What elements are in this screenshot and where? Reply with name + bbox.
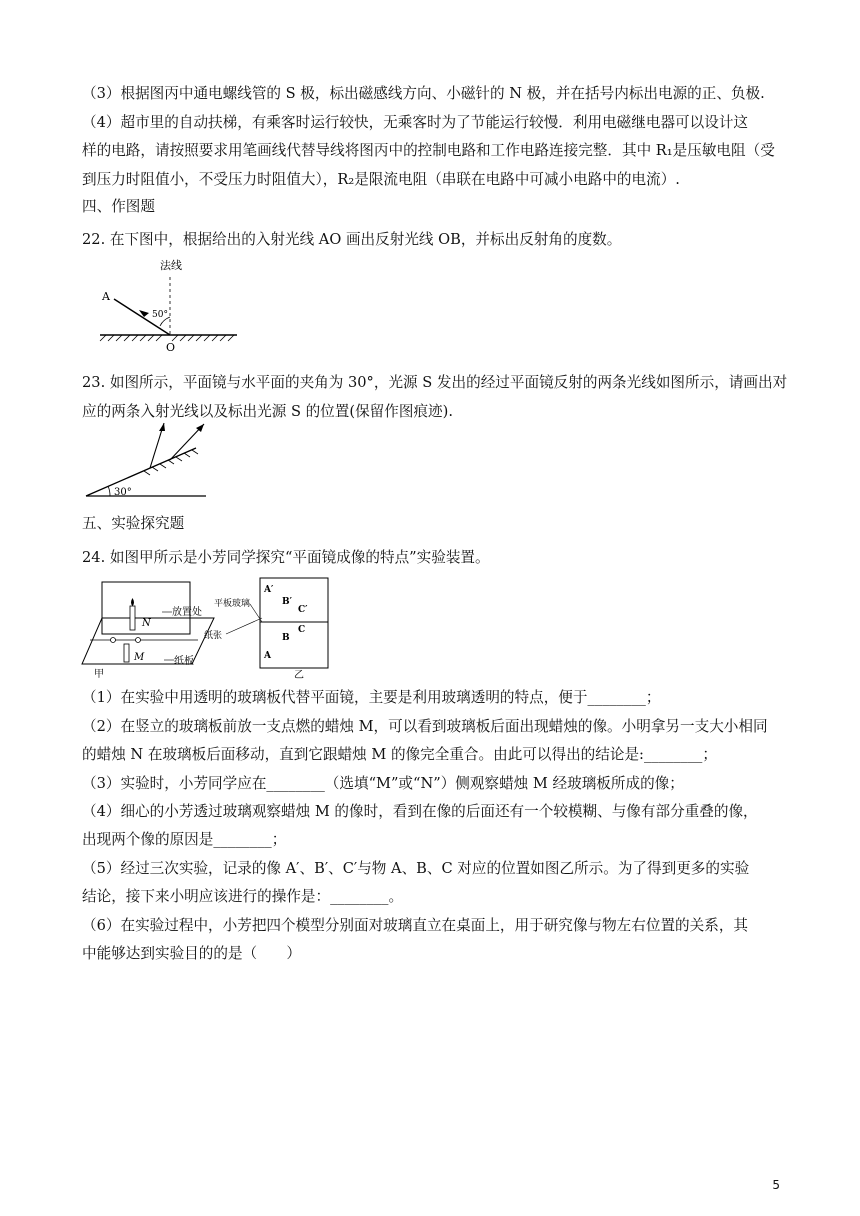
q22-normal-label: 法线: [160, 259, 182, 272]
q24-flame-icon: [131, 598, 134, 606]
q22-reflection-figure: [92, 255, 242, 355]
q22-angle-label: 50°: [152, 310, 168, 320]
q23-inclined-mirror-figure: [84, 420, 214, 504]
q24-label-m: M: [134, 652, 145, 663]
q24-sub6-line1: （6）在实验过程中，小芳把四个模型分别面对玻璃直立在桌面上，用于研究像与物左右位置的关系，其: [82, 917, 749, 934]
q21-part3-text: （3）根据图丙中通电螺线管的 S 极，标出磁感线方向、小磁针的 N 极，并在括号内标出电源的正、负极.: [82, 85, 765, 102]
q23-arrow-1-icon: [159, 423, 165, 431]
q24-marker-dot-2: [136, 638, 141, 643]
q24-candle-n: [130, 606, 135, 630]
section-heading-experiment: 五、实验探究题: [82, 515, 185, 532]
q24-paper-pointer: [226, 618, 262, 634]
q21-part4-line1: （4）超市里的自动扶梯，有乘客时运行较快，无乘客时为了节能运行较慢．利用电磁继电器可以设计这: [82, 114, 749, 131]
q21-part4-line2: 样的电路，请按照要求用笔画线代替导线将图丙中的控制电路和工作电路连接完整．其中 R₁是压敏电阻（受: [82, 142, 775, 159]
q24-label-board: 纸板: [174, 656, 194, 667]
q23-text-line2: 应的两条入射光线以及标出光源 S 的位置(保留作图痕迹).: [82, 403, 453, 420]
q24-caption-yi: 乙: [294, 670, 304, 680]
q22-label-a: A: [102, 290, 110, 303]
q24-sub4-line1: （4）细心的小芳透过玻璃观察蜡烛 M 的像时，看到在像的后面还有一个较模糊、与像有部分重叠的像，: [82, 803, 758, 820]
q24-sub6-line2: 中能够达到实验目的的是（ ）: [82, 945, 301, 962]
q22-text: 22. 在下图中，根据给出的入射光线 AO 画出反射光线 OB，并标出反射角的度数。: [82, 231, 622, 248]
q24-label-a: A: [264, 651, 271, 661]
q24-label-glass: 平板玻璃: [214, 599, 251, 609]
q24-label-b: B: [282, 633, 290, 643]
q22-label-o: O: [166, 341, 176, 354]
q24-label-a-prime: A′: [264, 585, 274, 595]
q24-label-placement: 放置处: [172, 607, 202, 618]
q24-yi-bottom-rect: [260, 622, 328, 668]
q24-label-n: N: [142, 618, 151, 629]
q24-label-c-prime: C′: [298, 605, 308, 615]
q23-angle-arc: [108, 486, 110, 496]
q21-part4-line3: 到压力时阻值小，不受压力时阻值大），R₂是限流电阻（串联在电路中可减小电路中的电流）.: [82, 171, 680, 188]
q24-sub5-line1: （5）经过三次实验，记录的像 A′、B′、C′与物 A、B、C 对应的位置如图乙所示。为了得到更多的实验: [82, 860, 750, 877]
q24-sub4-line2: 出现两个像的原因是________；: [82, 831, 287, 848]
q24-text: 24. 如图甲所示是小芳同学探究“平面镜成像的特点”实验装置。: [82, 549, 490, 566]
q24-sub2-line1: （2）在竖立的玻璃板前放一支点燃的蜡烛 M，可以看到玻璃板后面出现蜡烛的像。小明拿另一支大小相同: [82, 718, 768, 735]
q24-caption-jia: 甲: [94, 669, 104, 678]
q24-sub5-line2: 结论，接下来小明应该进行的操作是：________。: [82, 888, 404, 905]
q23-angle-label: 30°: [114, 487, 132, 498]
q24-sub2-line2: 的蜡烛 N 在玻璃板后面移动，直到它跟蜡烛 M 的像完全重合。由此可以得出的结论是:________；: [82, 746, 717, 763]
q24-figure-yi: [198, 576, 348, 680]
q23-mirror-line: [86, 448, 196, 496]
q24-sub3: （3）实验时，小芳同学应在________（选填“M”或“N”）侧观察蜡烛 M 经玻璃板所成的像；: [82, 775, 684, 792]
page-number: 5: [772, 1178, 780, 1192]
q24-marker-dot-1: [111, 638, 116, 643]
q24-label-c: C: [298, 625, 306, 635]
section-heading-drawing: 四、作图题: [82, 198, 155, 215]
q24-label-b-prime: B′: [282, 597, 292, 607]
q24-candle-m: [124, 644, 129, 662]
q24-label-paper: 纸张: [204, 631, 223, 641]
q24-sub1: （1）在实验中用透明的玻璃板代替平面镜，主要是利用玻璃透明的特点，便于________；: [82, 689, 661, 706]
q23-text-line1: 23. 如图所示，平面镜与水平面的夹角为 30°，光源 S 发出的经过平面镜反射的两条光线如图所示，请画出对: [82, 374, 788, 391]
